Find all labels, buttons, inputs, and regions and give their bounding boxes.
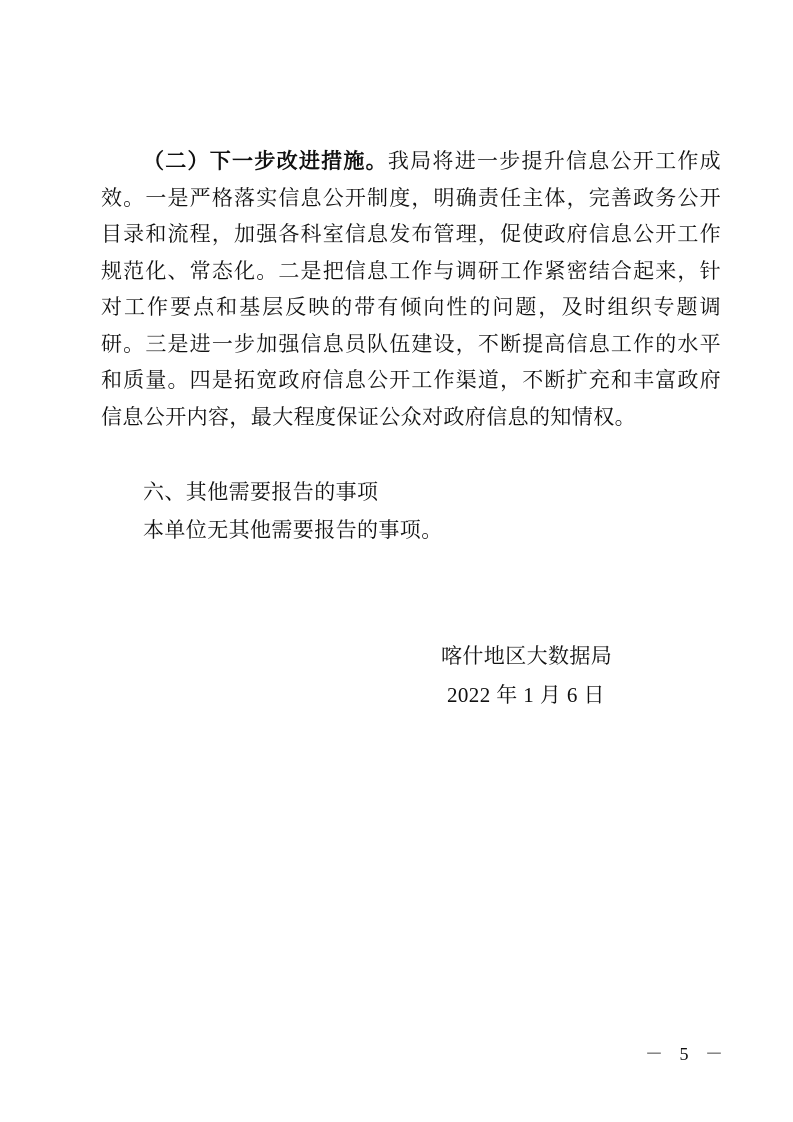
signature-organization: 喀什地区大数据局	[441, 644, 613, 668]
measures-paragraph	[101, 143, 721, 435]
signature-date: 2022 年 1 月 6 日	[447, 683, 605, 707]
section-six-heading: 六、其他需要报告的事项	[143, 480, 379, 504]
section-six-content: 本单位无其他需要报告的事项。	[143, 518, 443, 542]
measures-body: 我局将进一步提升信息公开工作成效。一是严格落实信息公开制度，明确责任主体，完善政务公开目录和流程，加强各科室信息发布管理，促使政府信息公开工作规范化、常态化。二是把信息工作与调研工作紧密结合起来，针对工作要点和基层反映的带有倾向性的问题，及时组织专题调研。三是进一步加强信息员队伍建设，不断提高信息工作的水平和质量。四是拓宽政府信息公开工作渠道，不断扩充和丰富政府信息公开内容，最大程度保证公众对政府信息的知情权。	[101, 149, 721, 429]
page-number: － 5 －	[645, 1044, 729, 1064]
measures-heading: （二）下一步改进措施。	[143, 149, 388, 173]
